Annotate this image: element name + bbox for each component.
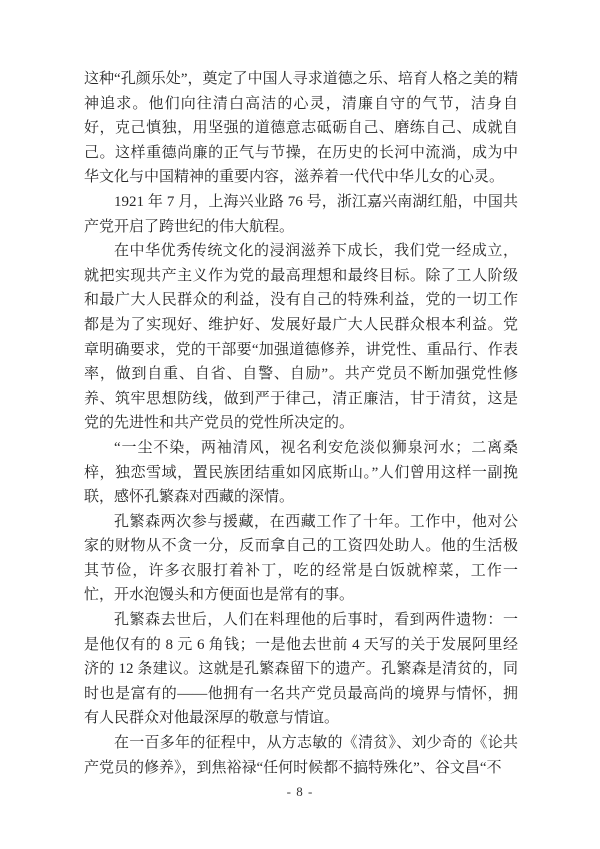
paragraph: 孔繁森去世后，人们在料理他的后事时，看到两件遗物：一是他仅有的 8 元 6 角钱；一是他去世前 4 天写的关于发展阿里经济的 12 条建议。这就是孔繁森留下的遗产。孔繁森是清贫的，同时也是富有的——他拥有一名共产党员最高尚的境界与情怀，拥有人民群众对他最深厚的敬意与情谊。 xyxy=(84,612,518,727)
paragraph: 这种“孔颜乐处”，奠定了中国人寻求道德之乐、培育人格之美的精神追求。他们向往清白高洁的心灵，清廉自守的气节，洁身自好，克己慎独，用坚强的道德意志砥砺自己、磨练自己、成就自己。这样重德尚廉的正气与节操，在历史的长河中流淌，成为中华文化与中国精神的重要内容，滋养着一代代中华儿女的心灵。 xyxy=(84,71,518,186)
paragraph: 在中华优秀传统文化的浸润滋养下成长，我们党一经成立，就把实现共产主义作为党的最高理想和最终目标。除了工人阶级和最广大人民群众的利益，没有自己的特殊利益，党的一切工作都是为了实现好、维护好、发展好最广大人民群众根本利益。党章明确要求，党的干部要“加强道德修养，讲党性、重品行、作表率，做到自重、自省、自警、自励”。共产党员不断加强党性修养、筑牢思想防线，做到严于律己，清正廉洁，甘于清贫，这是党的先进性和共产党员的党性所决定的。 xyxy=(84,243,518,432)
paragraph: 在一百多年的征程中，从方志敏的《清贫》、刘少奇的《论共产党员的修养》，到焦裕禄“任何时候都不搞特殊化”、谷文昌“不 xyxy=(84,735,518,776)
page-number: - 8 - xyxy=(286,784,314,799)
paragraph: 孔繁森两次参与援藏，在西藏工作了十年。工作中，他对公家的财物从不贪一分，反而拿自己的工资四处助人。他的生活极其节俭，许多衣服打着补丁，吃的经常是白饭就榨菜，工作一忙，开水泡馒头和方便面也是常有的事。 xyxy=(84,513,518,604)
document-body xyxy=(84,67,518,780)
paragraph: “一尘不染，两袖清风，视名利安危淡似狮泉河水；二离桑梓，独恋雪域，置民族团结重如冈底斯山。”人们曾用这样一副挽联，感怀孔繁森对西藏的深情。 xyxy=(84,439,518,506)
paragraph: 1921 年 7 月，上海兴业路 76 号，浙江嘉兴南湖红船，中国共产党开启了跨世纪的伟大航程。 xyxy=(84,193,518,235)
